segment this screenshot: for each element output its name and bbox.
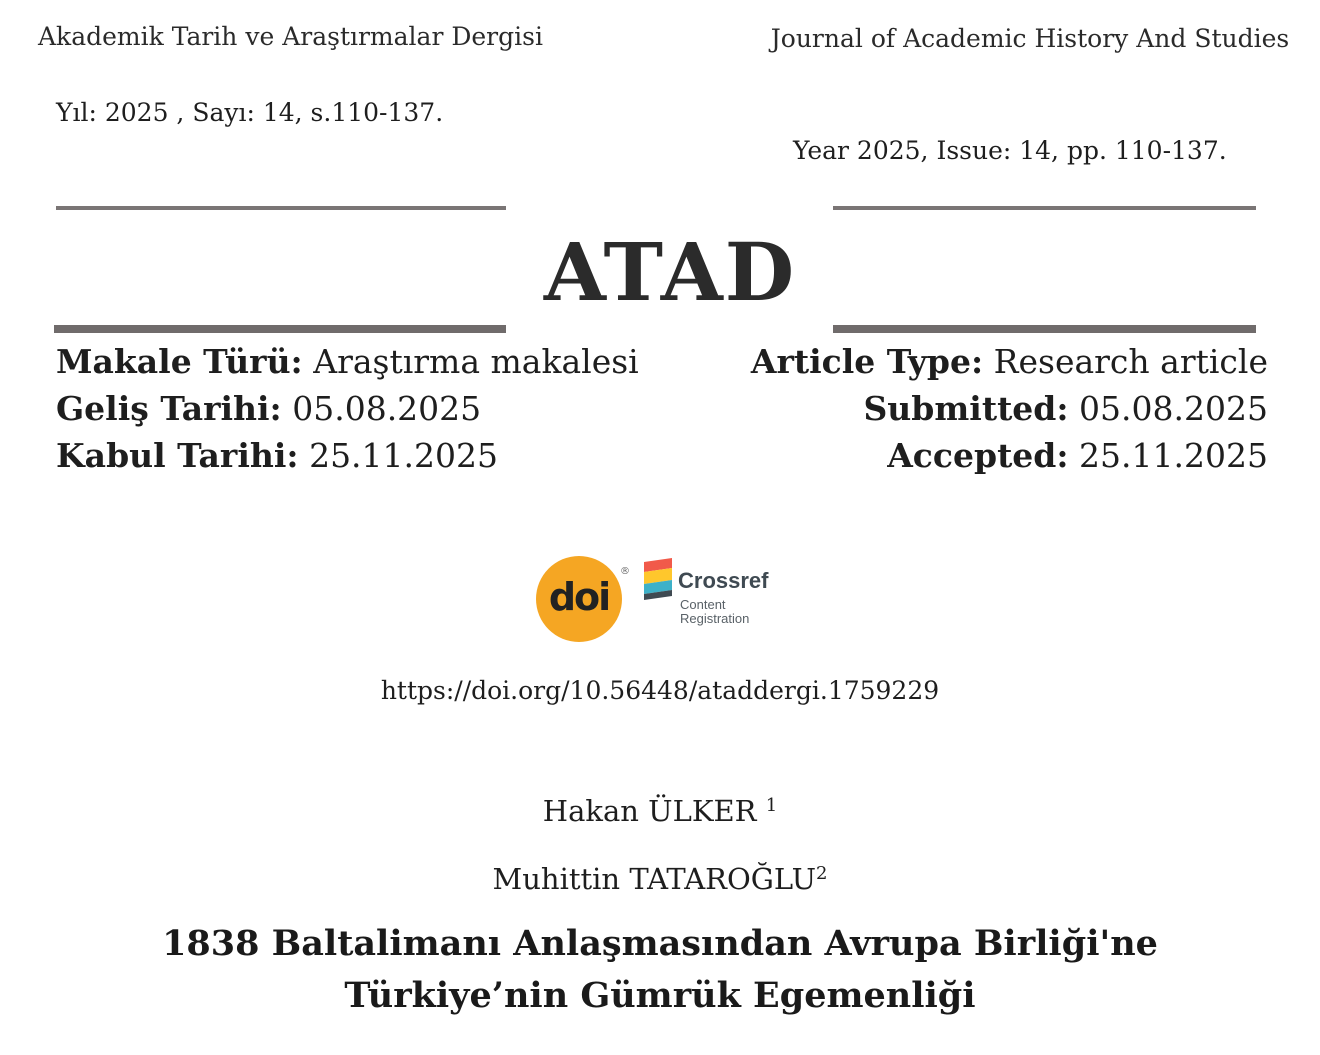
author-name: Hakan ÜLKER <box>542 794 766 828</box>
masthead-rule-bottom-left <box>54 325 506 333</box>
received-date-tr <box>56 385 639 432</box>
journal-acronym: ATAD <box>543 225 797 319</box>
registered-mark: ® <box>620 566 630 577</box>
submitted-label: Submitted: <box>863 389 1069 428</box>
crossref-subtitle <box>680 598 800 626</box>
article-type-value: Araştırma makalesi <box>302 342 639 381</box>
crossref-subtitle-line-2: Registration <box>680 611 750 626</box>
accepted-value: 25.11.2025 <box>1068 436 1268 475</box>
author-2 <box>0 854 1320 899</box>
author-1 <box>0 786 1320 831</box>
journal-name-tr: Akademik Tarih ve Araştırmalar Dergisi <box>38 22 543 51</box>
received-label: Geliş Tarihi: <box>56 389 282 428</box>
masthead-rule-top-right <box>833 206 1256 210</box>
accepted-value: 25.11.2025 <box>298 436 499 475</box>
doi-logo-text: doi <box>548 575 610 619</box>
article-type-tr <box>56 338 639 385</box>
submitted-date-en <box>751 385 1268 432</box>
article-meta-tr <box>56 338 639 479</box>
accepted-label: Kabul Tarihi: <box>56 436 299 475</box>
accepted-date-en <box>751 432 1268 479</box>
article-type-label: Makale Türü: <box>56 342 303 381</box>
author-name: Muhittin TATAROĞLU <box>492 862 817 896</box>
article-type-label: Article Type: <box>750 342 984 381</box>
article-type-en <box>751 338 1268 385</box>
masthead-rule-top-left <box>56 206 506 210</box>
crossref-title: Crossref <box>678 568 769 593</box>
doi-logo-icon <box>536 556 622 642</box>
accepted-label: Accepted: <box>887 436 1069 475</box>
accepted-date-tr <box>56 432 639 479</box>
doi-crossref-logos <box>536 556 786 646</box>
journal-name-en: Journal of Academic History And Studies <box>770 24 1290 53</box>
submitted-value: 05.08.2025 <box>1068 389 1268 428</box>
issue-info-en: Year 2025, Issue: 14, pp. 110-137. <box>793 136 1227 165</box>
crossref-logo-icon <box>642 558 676 604</box>
article-type-value: Research article <box>983 342 1268 381</box>
crossref-subtitle-line-1: Content <box>680 597 726 612</box>
masthead-rule-bottom-right <box>833 325 1256 333</box>
received-value: 05.08.2025 <box>281 389 482 428</box>
issue-info-tr: Yıl: 2025 , Sayı: 14, s.110-137. <box>56 98 444 127</box>
article-meta-en <box>751 338 1268 479</box>
doi-link[interactable]: https://doi.org/10.56448/ataddergi.1759229 <box>380 676 940 705</box>
paper-title: 1838 Baltalimanı Anlaşmasından Avrupa Birliği'ne Türkiye’nin Gümrük Egemenliği <box>162 923 1158 1016</box>
author-footnote-ref[interactable]: 1 <box>765 795 778 816</box>
author-footnote-ref[interactable]: 2 <box>816 863 828 884</box>
